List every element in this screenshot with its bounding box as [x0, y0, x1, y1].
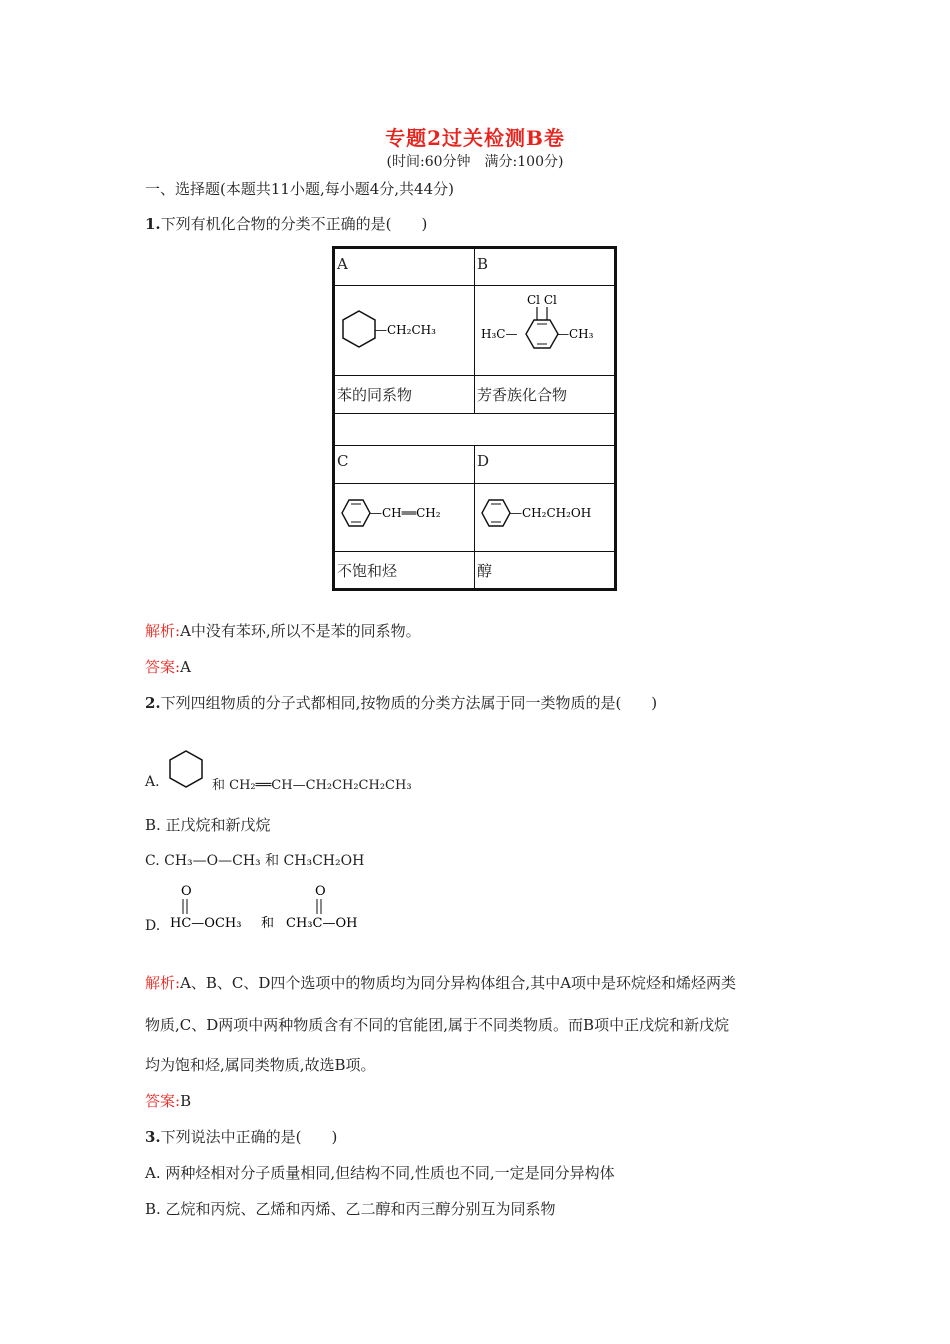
q2-analysis-line-3: 均为饱和烃,属同类物质,故选B项。: [145, 1056, 376, 1074]
cell-c-letter: C: [334, 446, 475, 484]
q3-option-a: A. 两种烃相对分子质量相同,但结构不同,性质也不同,一定是同分异构体: [145, 1164, 615, 1182]
cell-a-letter: A: [334, 248, 475, 286]
question-2: [145, 692, 657, 713]
question-number: 3.: [145, 1128, 161, 1146]
q2-option-c: C. CH₃—O—CH₃ 和 CH₃CH₂OH: [145, 853, 365, 869]
blank-row: [334, 414, 616, 446]
q2-option-b: B. 正戊烷和新戊烷: [145, 816, 271, 834]
conjunction-and: 和: [261, 916, 275, 931]
cell-a-structure: [334, 286, 475, 376]
q1-answer: [145, 656, 191, 677]
substituent-label: —CH₂CH₂OH: [510, 505, 592, 520]
cell-d-letter: D: [475, 446, 616, 484]
cell-b-structure: [475, 286, 616, 376]
question-number: 2.: [145, 694, 161, 712]
cell-b-class: 芳香族化合物: [475, 376, 616, 414]
methyl-formate-label: HC—OCH₃: [170, 916, 242, 931]
question-stem: 下列四组物质的分子式都相同,按物质的分类方法属于同一类物质的是( ): [160, 694, 658, 712]
cell-a-class: 苯的同系物: [334, 376, 475, 414]
answer-label: 答案:: [145, 1092, 181, 1110]
analysis-label: 解析:: [145, 974, 181, 992]
methyl-left-label: H₃C—: [481, 326, 518, 341]
q1-analysis: [145, 620, 421, 641]
phenylethanol-structure: [477, 494, 622, 538]
substituent-label: —CH₂CH₃: [375, 322, 436, 337]
question-stem: 下列说法中正确的是( ): [160, 1128, 338, 1146]
q2-analysis-line-1: [145, 972, 736, 993]
ethylcyclohexane-structure: [337, 299, 462, 359]
methyl-right-label: —CH₃: [557, 326, 594, 341]
q3-option-b: B. 乙烷和丙烷、乙烯和丙烯、乙二醇和丙三醇分别互为同系物: [145, 1200, 556, 1218]
answer-value: A: [180, 658, 191, 676]
exam-info: (时间:60分钟 满分:100分): [386, 154, 564, 170]
analysis-label: 解析:: [145, 622, 181, 640]
q2-option-a-text: 和 CH₂══CH—CH₂CH₂CH₂CH₃: [212, 778, 412, 793]
q2-option-a-label: A.: [145, 774, 160, 790]
styrene-structure: [337, 494, 462, 538]
question-number: 1.: [145, 215, 161, 233]
cyclohexane-ring: [343, 311, 375, 347]
analysis-text: A中没有苯环,所以不是苯的同系物。: [180, 622, 421, 640]
question-3: [145, 1126, 337, 1147]
cyclohexane-icon: [164, 748, 208, 790]
q2-answer: [145, 1090, 191, 1111]
answer-label: 答案:: [145, 658, 181, 676]
cell-c-class: 不饱和烃: [334, 552, 475, 590]
cell-b-letter: B: [475, 248, 616, 286]
cell-d-structure: [475, 484, 616, 552]
carbonyl-o-label: O: [315, 884, 326, 899]
question-1: [145, 213, 427, 234]
cell-d-class: 醇: [475, 552, 616, 590]
section-heading: 一、选择题(本题共11小题,每小题4分,共44分): [145, 180, 454, 198]
dichloro-xylene-structure: [477, 290, 617, 368]
cyclohexane-ring: [170, 751, 202, 787]
acetic-acid-label: CH₃C—OH: [286, 916, 358, 931]
answer-value: B: [180, 1092, 192, 1110]
page-title: 专题2过关检测B卷: [385, 126, 565, 150]
q2-option-d-label: D.: [145, 918, 161, 934]
carbonyl-o-label: O: [181, 884, 192, 899]
analysis-text: A、B、C、D四个选项中的物质均为同分异构体组合,其中A项中是环烷烃和烯烃两类: [180, 974, 737, 992]
q2-analysis-line-2: 物质,C、D两项中两种物质含有不同的官能团,属于不同类物质。而B项中正戊烷和新戊烷: [145, 1016, 730, 1034]
question-stem: 下列有机化合物的分类不正确的是( ): [160, 215, 428, 233]
q2-option-d-structures: [165, 880, 375, 936]
substituent-label: —CH══CH₂: [370, 505, 441, 520]
cell-c-structure: [334, 484, 475, 552]
classification-table: [332, 246, 617, 591]
chlorine-labels: Cl Cl: [527, 292, 557, 307]
